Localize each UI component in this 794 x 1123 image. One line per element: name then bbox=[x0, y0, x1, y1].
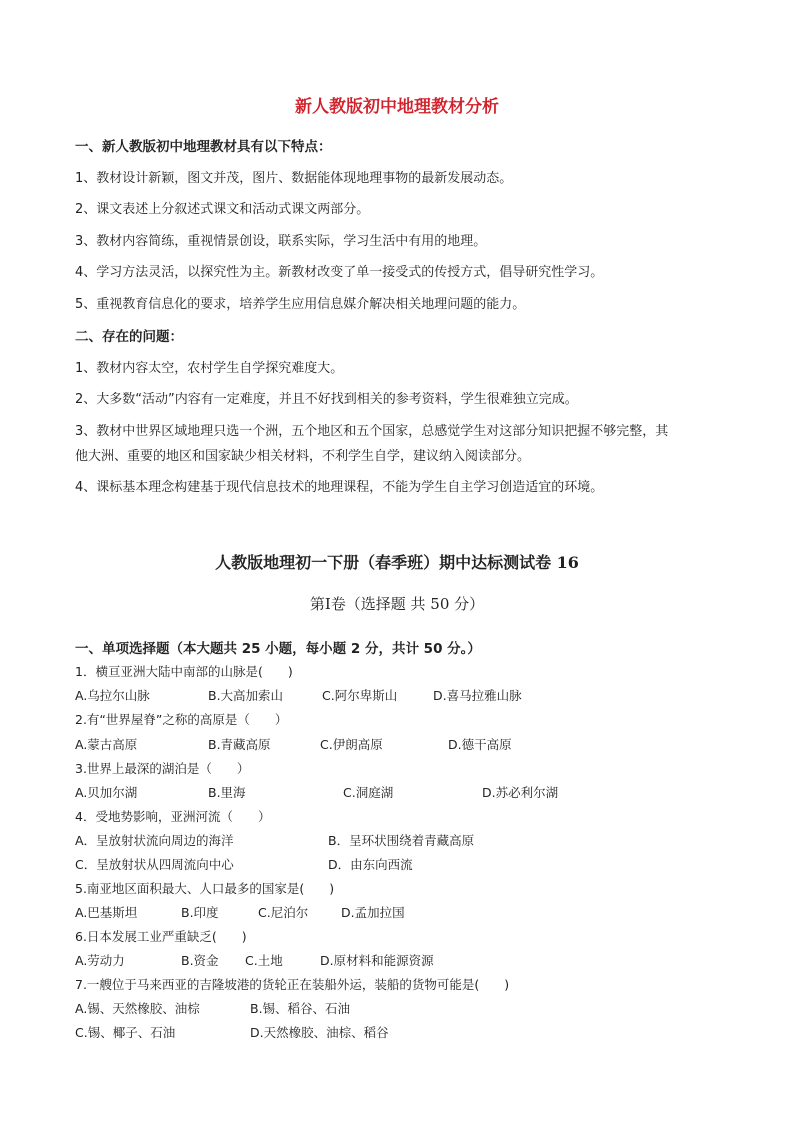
question-1-option-c: C.阿尔卑斯山 bbox=[322, 688, 398, 703]
question-5-stem: 5.南亚地区面积最大、人口最多的国家是( ) bbox=[75, 881, 335, 896]
question-4-option-b: B．呈环状围绕着青藏高原 bbox=[328, 833, 475, 848]
question-3-option-c: C.洞庭湖 bbox=[343, 785, 394, 800]
question-1-stem: 1．横亘亚洲大陆中南部的山脉是( ) bbox=[75, 664, 293, 679]
section2-heading: 二、存在的问题： bbox=[75, 329, 183, 345]
section2-item-2: 2、大多数“活动”内容有一定难度，并且不好找到相关的参考资料，学生很难独立完成。 bbox=[75, 392, 578, 407]
question-4-option-c: C．呈放射状从四周流向中心 bbox=[75, 857, 234, 872]
exam-subtitle: 第Ⅰ卷（选择题 共 50 分） bbox=[309, 595, 485, 613]
question-1-option-b: B.大高加索山 bbox=[208, 688, 284, 703]
question-2-option-a: A.蒙古高原 bbox=[75, 737, 138, 752]
doc-title: 新人教版初中地理教材分析 bbox=[295, 97, 499, 117]
question-3-option-d: D.苏必利尔湖 bbox=[482, 785, 559, 800]
section1-item-4: 4、学习方法灵活，以探究性为主。新教材改变了单一接受式的传授方式，倡导研究性学习。 bbox=[75, 265, 604, 280]
question-5-option-d: D.孟加拉国 bbox=[341, 905, 405, 920]
section1-heading: 一、新人教版初中地理教材具有以下特点： bbox=[75, 139, 332, 155]
question-1-option-d: D.喜马拉雅山脉 bbox=[433, 688, 522, 703]
question-7-option-c: C.锡、椰子、石油 bbox=[75, 1025, 176, 1040]
question-5-option-c: C.尼泊尔 bbox=[258, 905, 309, 920]
section1-item-2: 2、课文表述上分叙述式课文和活动式课文两部分。 bbox=[75, 202, 370, 217]
question-7-option-d: D.天然橡胶、油棕、稻谷 bbox=[250, 1025, 389, 1040]
question-4-stem: 4．受地势影响，亚洲河流（ ） bbox=[75, 809, 271, 824]
question-7-stem: 7.一艘位于马来西亚的吉隆坡港的货轮正在装船外运，装船的货物可能是( ) bbox=[75, 977, 510, 992]
question-5-option-a: A.巴基斯坦 bbox=[75, 905, 138, 920]
question-7-option-b: B.锡、稻谷、石油 bbox=[250, 1001, 351, 1016]
section2-item-3-cont: 他大洲、重要的地区和国家缺少相关材料，不利学生自学，建议纳入阅读部分。 bbox=[75, 449, 531, 464]
question-2-option-d: D.德干高原 bbox=[448, 737, 512, 752]
question-4-option-d: D．由东向西流 bbox=[328, 857, 413, 872]
exam-part-heading: 一、单项选择题（本大题共 25 小题，每小题 2 分，共计 50 分。） bbox=[75, 641, 481, 657]
question-2-option-c: C.伊朗高原 bbox=[320, 737, 383, 752]
question-2-stem: 2.有“世界屋脊”之称的高原是（ ） bbox=[75, 712, 288, 727]
question-7-option-a: A.锡、天然橡胶、油棕 bbox=[75, 1001, 200, 1016]
question-6-option-a: A.劳动力 bbox=[75, 953, 125, 968]
exam-title: 人教版地理初一下册（春季班）期中达标测试卷 16 bbox=[215, 553, 579, 572]
question-2-option-b: B.青藏高原 bbox=[208, 737, 271, 752]
question-3-option-a: A.贝加尔湖 bbox=[75, 785, 138, 800]
question-3-stem: 3.世界上最深的湖泊是（ ） bbox=[75, 761, 250, 776]
section1-item-3: 3、教材内容简练，重视情景创设，联系实际，学习生活中有用的地理。 bbox=[75, 234, 487, 249]
question-4-option-a: A．呈放射状流向周边的海洋 bbox=[75, 833, 234, 848]
question-3-option-b: B.里海 bbox=[208, 785, 246, 800]
question-6-option-d: D.原材料和能源资源 bbox=[320, 953, 434, 968]
question-6-stem: 6.日本发展工业严重缺乏( ) bbox=[75, 929, 247, 944]
question-6-option-b: B.资金 bbox=[181, 953, 219, 968]
section2-item-3: 3、教材中世界区域地理只选一个洲，五个地区和五个国家，总感觉学生对这部分知识把握不够完整，其 bbox=[75, 424, 669, 439]
question-6-option-c: C.土地 bbox=[245, 953, 283, 968]
question-1-option-a: A.乌拉尔山脉 bbox=[75, 688, 150, 703]
section1-item-5: 5、重视教育信息化的要求，培养学生应用信息媒介解决相关地理问题的能力。 bbox=[75, 297, 526, 312]
section1-item-1: 1、教材设计新颖，图文并茂，图片、数据能体现地理事物的最新发展动态。 bbox=[75, 171, 513, 186]
question-5-option-b: B.印度 bbox=[181, 905, 219, 920]
section2-item-1: 1、教材内容太空，农村学生自学探究难度大。 bbox=[75, 361, 344, 376]
section2-item-4: 4、课标基本理念构建基于现代信息技术的地理课程，不能为学生自主学习创造适宜的环境。 bbox=[75, 480, 604, 495]
